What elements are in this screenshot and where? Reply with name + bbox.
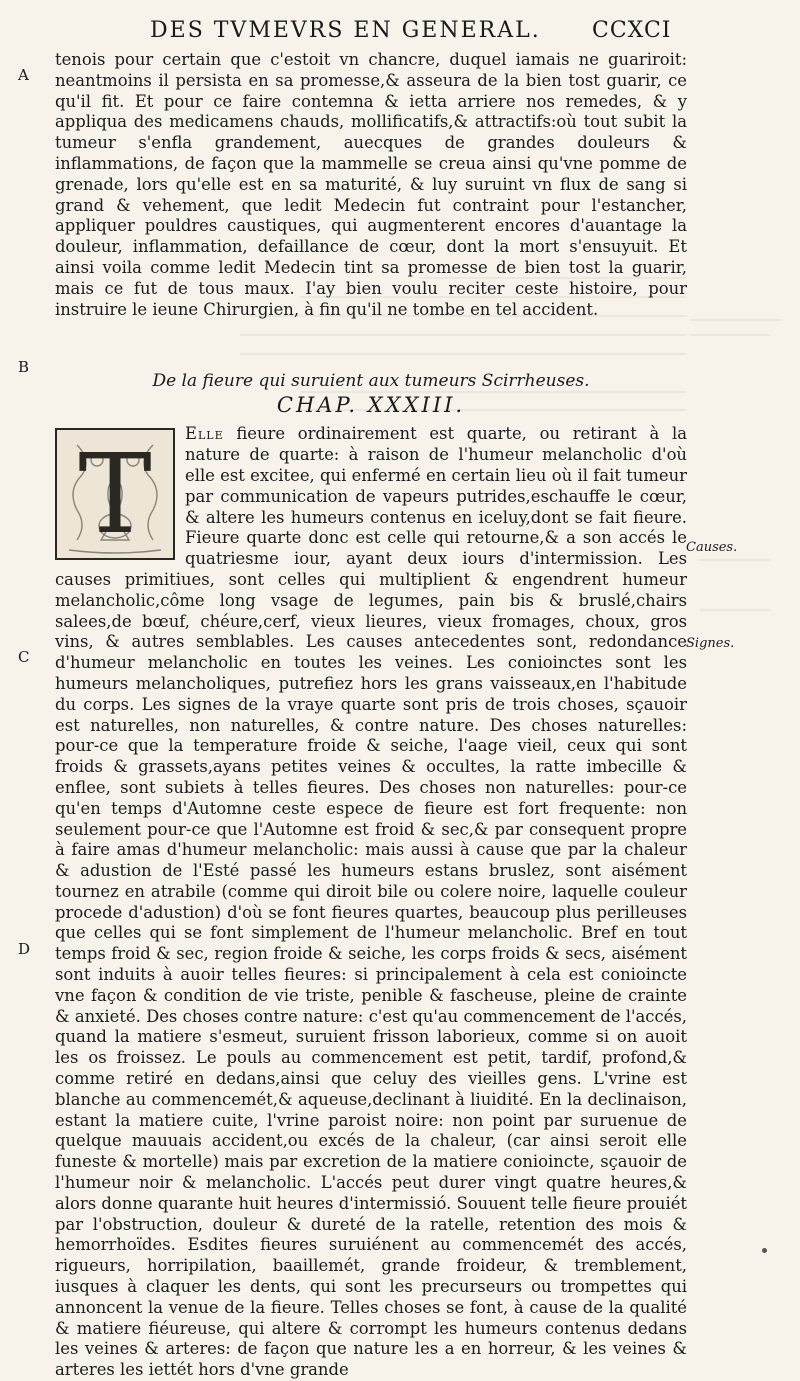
chapter-paragraph	[55, 424, 687, 1381]
drop-cap-letter: T	[78, 430, 152, 559]
margin-letter-c: C	[18, 648, 30, 666]
margin-letter-b: B	[18, 358, 30, 376]
side-note-signes: Signes.	[686, 636, 735, 651]
first-word: Elle	[185, 424, 224, 444]
margin-letter-d: D	[18, 940, 31, 958]
page-header	[0, 14, 800, 54]
text-block	[55, 50, 687, 1381]
ink-speck	[762, 1248, 767, 1253]
intro-paragraph: tenois pour certain que c'estoit vn chancre, duquel iamais ne guariroit: neantmoins il persista en sa promesse,& asseura de la bien tost guarir, ce qu'il fit. Et pour ce faire contemna & ietta arriere nos remedes, & y appliqua des medicamens chauds, mollificatifs,& attractifs:où tout subit la tumeur s'enfla grandement, auecques de grandes douleurs & inflammations, de façon que la mammelle se creua ainsi qu'vne pomme de grenade, lors qu'elle est en sa maturité, & luy suruint vn flux de sang si grand & vehement, que ledit Medecin fut contraint pour l'estancher, appliquer pouldres caustiques, qui augmenterent encores d'auantage la douleur, inflammation, defaillance de cœur, dont la mort s'ensuyuit. Et ainsi voila comme ledit Medecin tint sa promesse de bien tost la guarir, mais ce fut de tous maux. I'ay bien voulu reciter ceste histoire, pour instruire le ieune Chirurgien, à fin qu'il ne tombe en tel accident.	[55, 50, 687, 319]
chapter-heading: De la fieure qui suruient aux tumeurs Scirrheuses.	[152, 371, 590, 392]
folio-number: CCXCI	[592, 18, 672, 43]
margin-letter-a: A	[18, 66, 29, 84]
drop-cap	[55, 428, 175, 560]
chapter-body-text: fieure ordinairement est quarte, ou retirant à la nature de quarte: à raison de l'humeur melancholic d'où elle est excitee, qui enfermé en certain lieu où il fait tumeur par communication de vapeurs putrides,eschauffe le cœur, & altere les humeurs contenus en iceluy,dont se fait fieure. Fieure quarte donc est celle qui retourne,& a son accés le quatriesme iour, ayant deux iours d'intermission. Les causes primitiues, sont celles qui multiplient & engendrent humeur melancholic,côme long vsage de legumes, pain bis & bruslé,chairs salees,de bœuf, chéure,cerf, vieux lieures, vieux fromages, choux, gros vins, & autres semblables. Les causes antecedentes sont, redondance d'humeur melancholic en toutes les veines. Les conioinctes sont les humeurs melancholiques, putrefiez hors les grans vaisseaux,en l'habitude du corps. Les signes de la vraye quarte sont pris de trois choses, sçauoir est naturelles, non naturelles, & contre nature. Des choses naturelles: pour-ce que la temperature froide & seiche, l'aage vieil, ceux qui sont froids & grassets,ayans petites veines & occultes, la ratte imbecille & enflee, sont subiets à telles fieures. Des choses non naturelles: pour-ce qu'en temps d'Automne ceste espece de fieure est fort frequente: non seulement pour-ce que l'Automne est froid & sec,& par consequent propre à faire amas d'humeur melancholic: mais aussi à cause que par la chaleur & adustion de l'Esté passé les humeurs estans bruslez, sont aisément tournez en atrabile (comme qui diroit bile ou colere noire, laquelle couleur procede d'adustion) d'où se font fieures quartes, beaucoup plus perilleuses que celles qui se font simplement de l'humeur melancholic. Bref en tout temps froid & sec, region froide & seiche, les corps froids & secs, aisément sont induits à auoir telles fieures: si principalement à cela est conioincte vne façon & condition de vie triste, penible & fascheuse, pleine de crainte & anxieté. Des choses contre nature: c'est qu'au commencement de l'accés, quand la matiere s'esmeut, suruient frisson laborieux, comme si on auoit les os froissez. Le pouls au commencement est petit, tardif, profond,& comme retiré en dedans,ainsi que celuy des vieilles gens. L'vrine est blanche au commencemét,& aqueuse,declinant à liuidité. En la declinaison, estant la matiere cuite, l'vrine paroist noire: non point par suruenue de quelque mauuais accident,ou excés de la chaleur, (car ainsi seroit elle funeste & mortelle) mais par excretion de la matiere conioincte, sçauoir de l'humeur noir & melancholic. L'accés peut durer vingt quatre heures,& alors donne quarante huit heures d'intermissió. Souuent telle fieure prouiét par l'obstruction, douleur & dureté de la ratelle, retention des mois & hemorrhoïdes. Esdites fieures suruiénent au commencemét des accés, rigueurs, horripilation, baaillemét, grande froideur, & tremblement, iusques à claquer les dents, qui sont les precurseurs ou trompettes qui annoncent la venue de la fieure. Telles choses se font, à cause de la qualité & matiere fiéureuse, qui altere & corrompt les humeurs contenus dedans les veines & arteres: de façon que nature les a en horreur, & les veines & arteres les iettét hors d'vne grande	[55, 424, 687, 1380]
chapter-number: CHAP. XXXIII.	[276, 393, 466, 418]
side-note-causes: Causes.	[686, 540, 738, 555]
running-head: DES TVMEVRS EN GENERAL.	[150, 18, 541, 43]
